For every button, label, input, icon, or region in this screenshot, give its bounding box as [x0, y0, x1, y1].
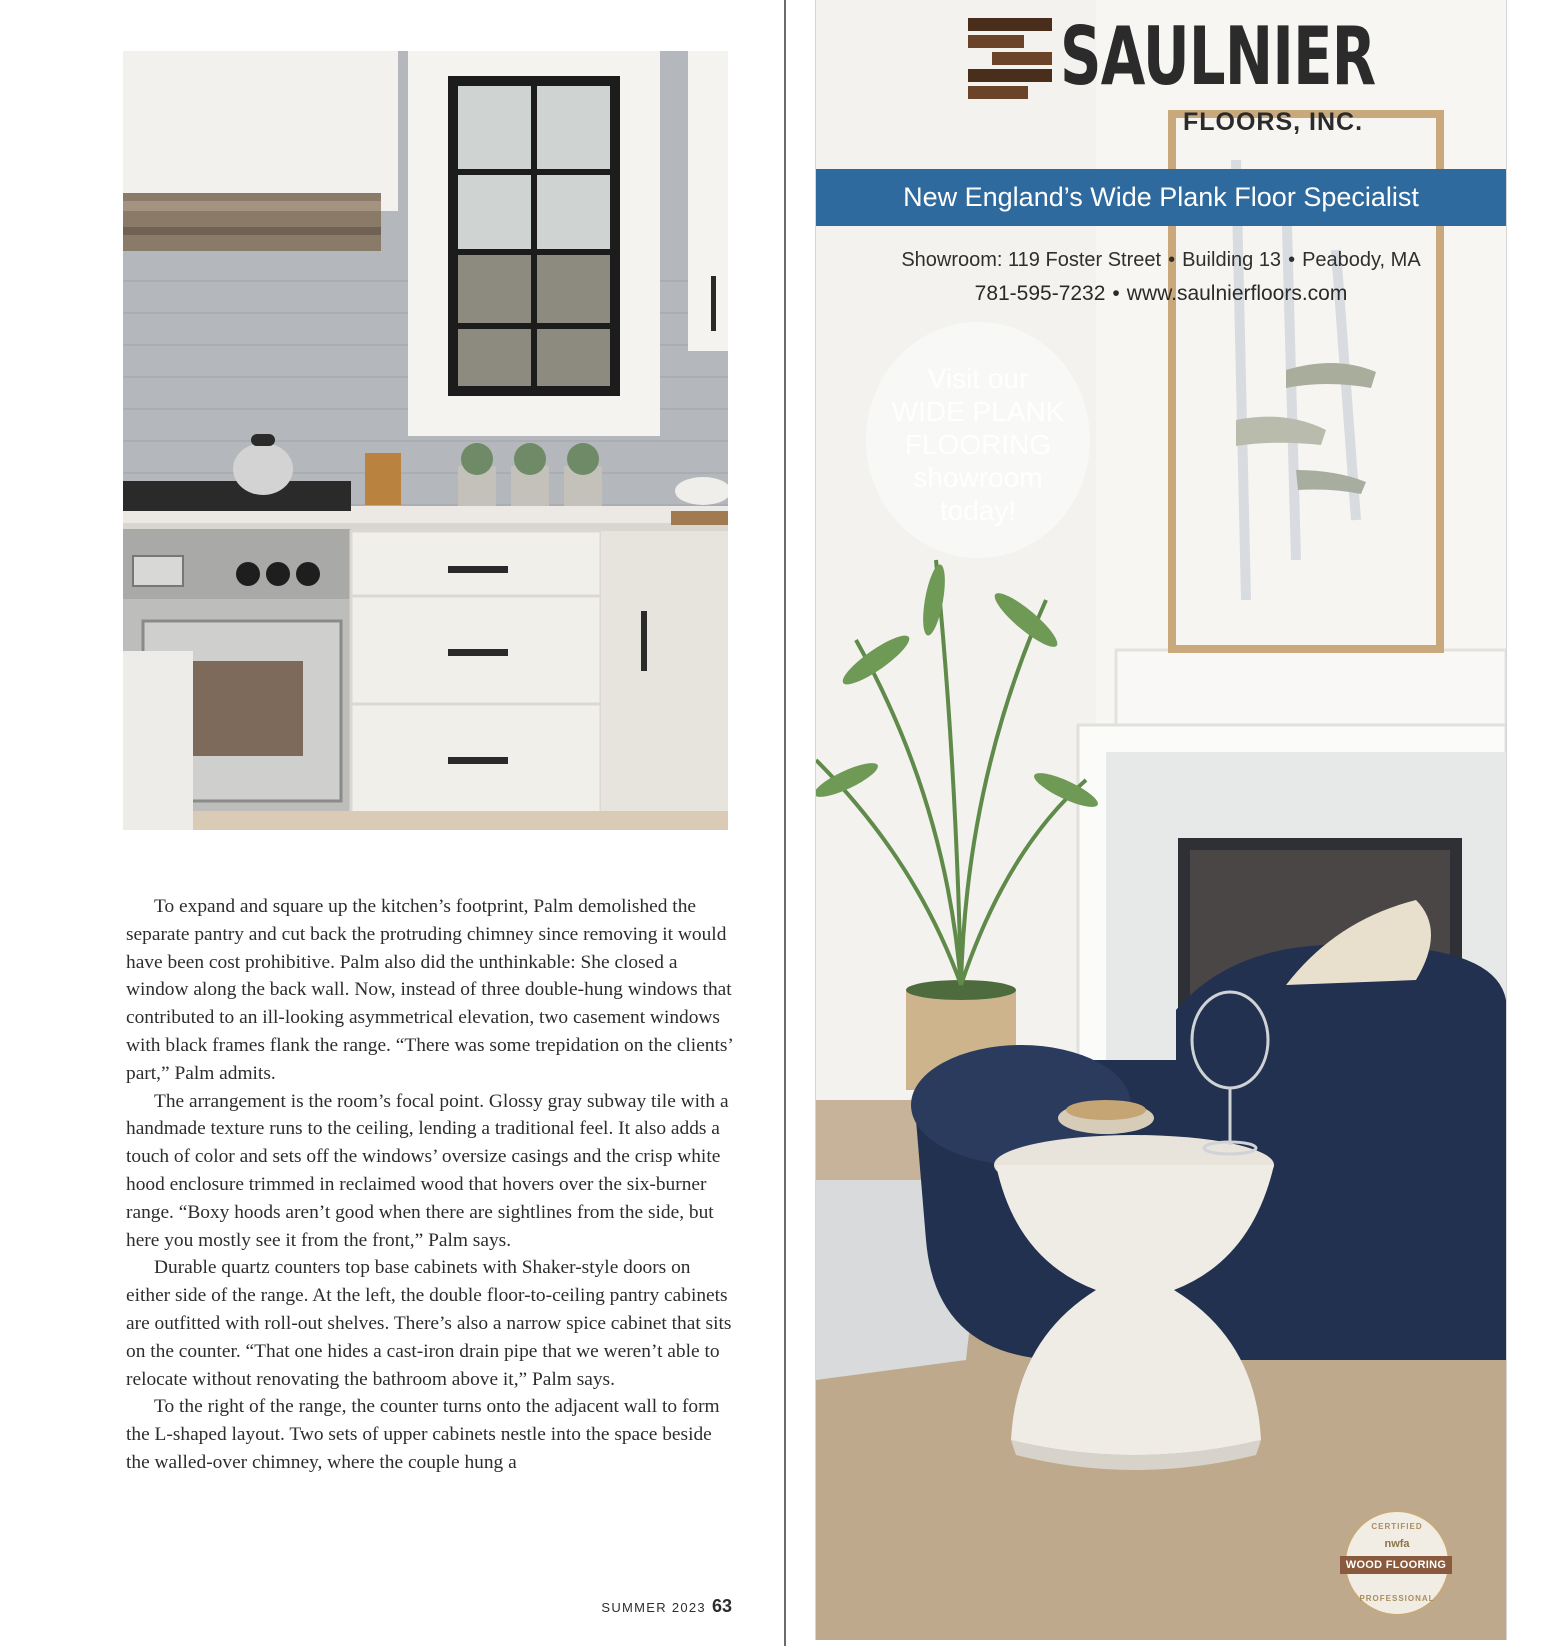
paragraph: To expand and square up the kitchen’s footprint, Palm demolished the separate pantry and cut back the protruding chimney since removing it would have been cost prohibitive. Palm also did the unthinkable: She closed a window along the back wall. Now, instead of three double-hung windows that contributed to an ill-looking asymmetrical elevation, two casement windows with black frames flank the range. “There was some trepidation on the clients’ part,” Palm admits. — [126, 896, 733, 1084]
tagline-banner: New England’s Wide Plank Floor Specialist — [816, 169, 1506, 226]
page-footer — [600, 1596, 732, 1617]
badge-top-text: CERTIFIED — [1371, 1522, 1423, 1531]
phone-number[interactable]: 781-595-7232 — [974, 282, 1106, 305]
badge-bottom-text: PROFESSIONAL — [1359, 1594, 1435, 1603]
badge-org: nwfa — [1384, 1538, 1410, 1550]
website-link[interactable]: www.saulnierfloors.com — [1126, 282, 1348, 305]
contact-info — [816, 244, 1506, 310]
callout-line: today! — [939, 495, 1017, 526]
article-body — [126, 893, 738, 1477]
callout-line: showroom — [913, 462, 1043, 493]
brand-name: SAULNIER — [1060, 10, 1376, 103]
bullet-separator: • — [1288, 249, 1296, 271]
paragraph: The arrangement is the room’s focal point. Glossy gray subway tile with a handmade texture runs to the ceiling, lending a traditional feel. It also adds a touch of color and sets off the windows’ oversize casings and the crisp white hood enclosure trimmed in reclaimed wood that hovers over the six-burner range. “Boxy hoods aren’t good when there are sightlines from the side, but here you mostly see it from the front,” Palm says. — [126, 1090, 729, 1251]
saulnier-logo[interactable] — [968, 10, 1376, 136]
gutter-divider — [784, 0, 786, 1646]
page-number: 63 — [711, 1596, 732, 1616]
saulnier-advertisement[interactable] — [815, 0, 1507, 1640]
badge-band: WOOD FLOORING — [1340, 1556, 1452, 1574]
brand-subtitle: FLOORS, INC. — [1183, 108, 1364, 136]
paragraph: To the right of the range, the counter turns onto the adjacent wall to form the L-shaped layout. Two sets of upper cabinets nestle into the space beside the walled-over chimney, where the couple hung a — [126, 1396, 720, 1473]
issue-label: SUMMER 2023 — [601, 1600, 706, 1615]
kitchen-photo — [123, 51, 728, 830]
bullet-separator: • — [1168, 249, 1176, 271]
callout-line: FLOORING — [904, 429, 1052, 460]
visit-showroom-callout — [866, 322, 1090, 558]
callout-line: Visit our — [927, 363, 1029, 394]
address-line — [816, 244, 1506, 277]
bullet-separator: • — [1112, 282, 1120, 305]
city: Peabody, MA — [1302, 249, 1421, 271]
phone-web-line — [816, 277, 1506, 310]
building: Building 13 — [1182, 249, 1282, 271]
plank-logo-icon — [968, 18, 1052, 100]
paragraph: Durable quartz counters top base cabinets with Shaker-style doors on either side of the range. At the left, the double floor-to-ceiling pantry cabinets are outfitted with roll-out shelves. There’s also a narrow spice cabinet that sits on the counter. “That one hides a cast-iron drain pipe that we weren’t able to relocate without renovating the bathroom above it,” Palm says. — [126, 1257, 732, 1390]
nwfa-certified-badge-icon — [1344, 1510, 1450, 1616]
showroom-address: Showroom: 119 Foster Street — [901, 249, 1162, 271]
callout-line: WIDE PLANK — [891, 396, 1065, 427]
